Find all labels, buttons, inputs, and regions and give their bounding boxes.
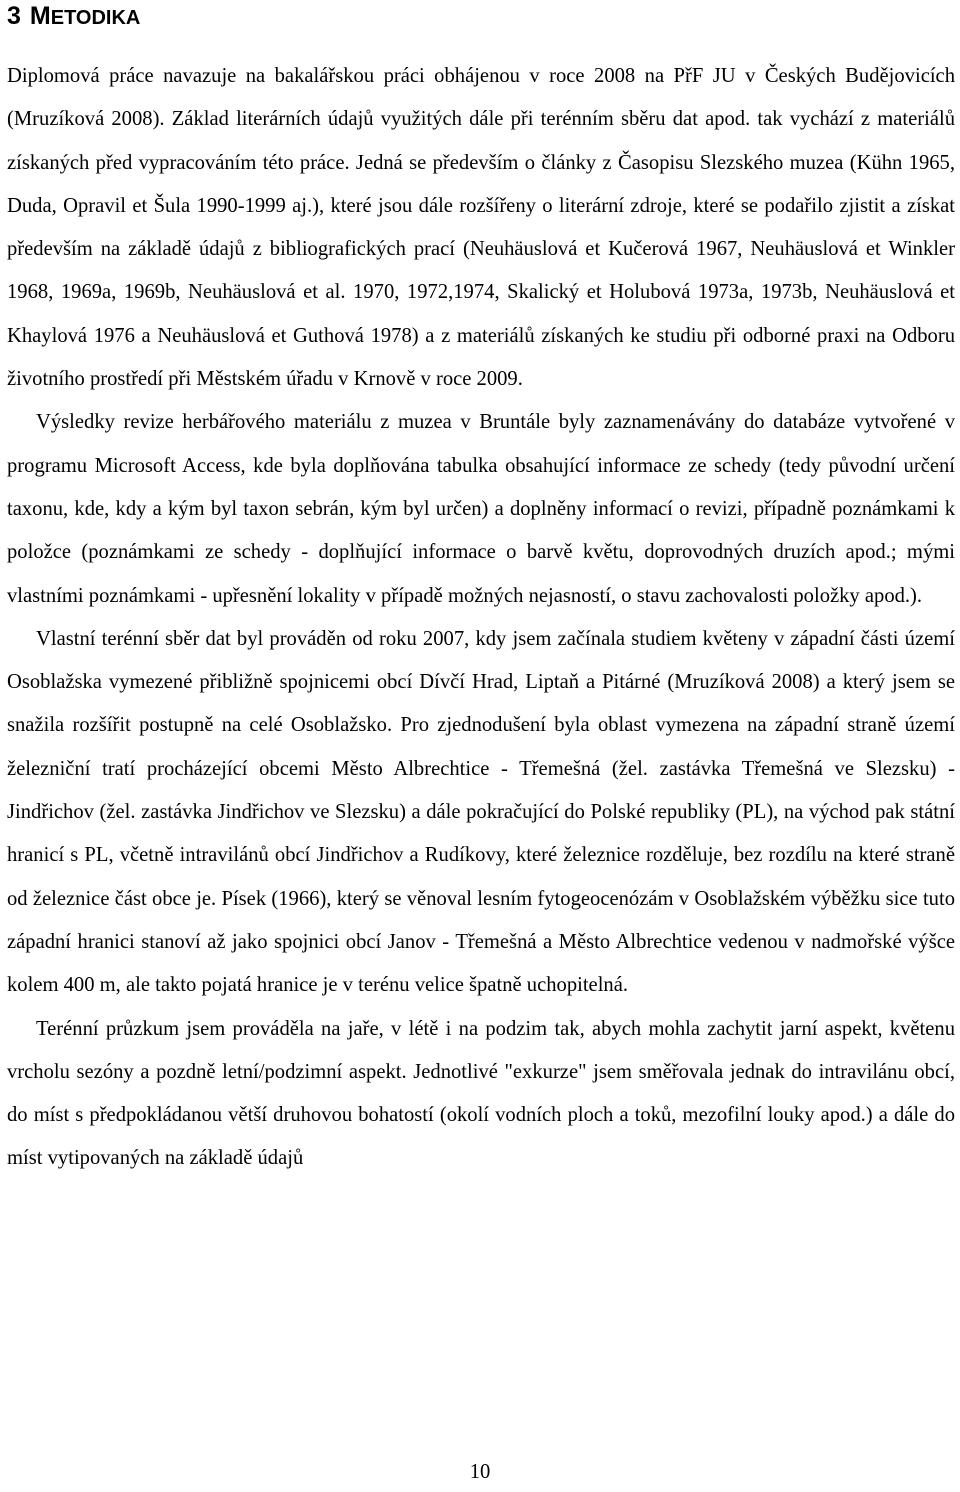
page-number: 10 bbox=[469, 1461, 491, 1483]
section-heading bbox=[7, 0, 955, 33]
section-title-initial: M bbox=[29, 2, 51, 30]
paragraph-field-survey: Terénní průzkum jsem prováděla na jaře, v létě i na podzim tak, abych mohla zachytit jarní aspekt, květenu vrcholu sezóny a pozdně letní/podzimní aspekt. Jednotlivé "exkurze" jsem směřovala jednak do intravilánu obcí, do míst s předpokládanou větší druhovou bohatostí (okolí vodních ploch a toků, mezofilní louky apod.) a dále do míst vytipovaných na základě údajů bbox=[7, 1017, 955, 1170]
section-title-rest: ETODIKA bbox=[50, 7, 141, 29]
document-page bbox=[7, 0, 955, 1181]
paragraph-intro: Diplomová práce navazuje na bakalářskou práci obhájenou v roce 2008 na PřF JU v Českých Budějovicích (Mruzíková 2008). Základ literárních údajů využitých dále při terénním sběru dat apod. tak vychází z materiálů získaných před vypracováním této práce. Jedná se především o články z Časopisu Slezského muzea (Kühn 1965, Duda, Opravil et Šula 1990-1999 aj.), které jsou dále rozšířeny o literární zdroje, které se podařilo zjistit a získat především na základě údajů z bibliografických prací (Neuhäuslová et Kučerová 1967, Neuhäuslová et Winkler 1968, 1969a, 1969b, Neuhäuslová et al. 1970, 1972,1974, Skalický et Holubová 1973a, 1973b, Neuhäuslová et Khaylová 1976 a Neuhäuslová et Guthová 1978) a z materiálů získaných ke studiu při odborné praxi na Odboru životního prostředí při Městském úřadu v Krnově v roce 2009. bbox=[7, 65, 955, 391]
paragraph-herbarium-revision: Výsledky revize herbářového materiálu z muzea v Bruntále byly zaznamenávány do databáze vytvořené v programu Microsoft Access, kde byla doplňována tabulka obsahující informace ze schedy (tedy původní určení taxonu, kde, kdy a kým byl taxon sebrán, kým byl určen) a doplněny informací o revizi, případně poznámkami k položce (poznámkami ze schedy - doplňující informace o barvě květu, doprovodných druzích apod.; mými vlastními poznámkami - upřesnění lokality v případě možných nejasností, o stavu zachovalosti položky apod.). bbox=[7, 411, 955, 607]
paragraph-field-collection: Vlastní terénní sběr dat byl prováděn od roku 2007, kdy jsem začínala studiem květeny v západní části území Osoblažska vymezené přibližně spojnicemi obcí Dívčí Hrad, Liptaň a Pitárné (Mruzíková 2008) a který jsem se snažila rozšířit postupně na celé Osoblažsko. Pro zjednodušení byla oblast vymezena na západní straně území železniční tratí procházející obcemi Město Albrechtice - Třemešná (žel. zastávka Třemešná ve Slezsku) - Jindřichov (žel. zastávka Jindřichov ve Slezsku) a dále pokračující do Polské republiky (PL), na východ pak státní hranicí s PL, včetně intravilánů obcí Jindřichov a Rudíkovy, které železnice rozděluje, bez rozdílu na které straně od železnice část obce je. Písek (1966), který se věnoval lesním fytogeocenózám v Osoblažském výběžku sice tuto západní hranici stanoví až jako spojnici obcí Janov - Třemešná a Město Albrechtice vedenou v nadmořské výšce kolem 400 m, ale takto pojatá hranice je v terénu velice špatně uchopitelná. bbox=[7, 627, 955, 997]
section-number: 3 bbox=[7, 2, 21, 30]
